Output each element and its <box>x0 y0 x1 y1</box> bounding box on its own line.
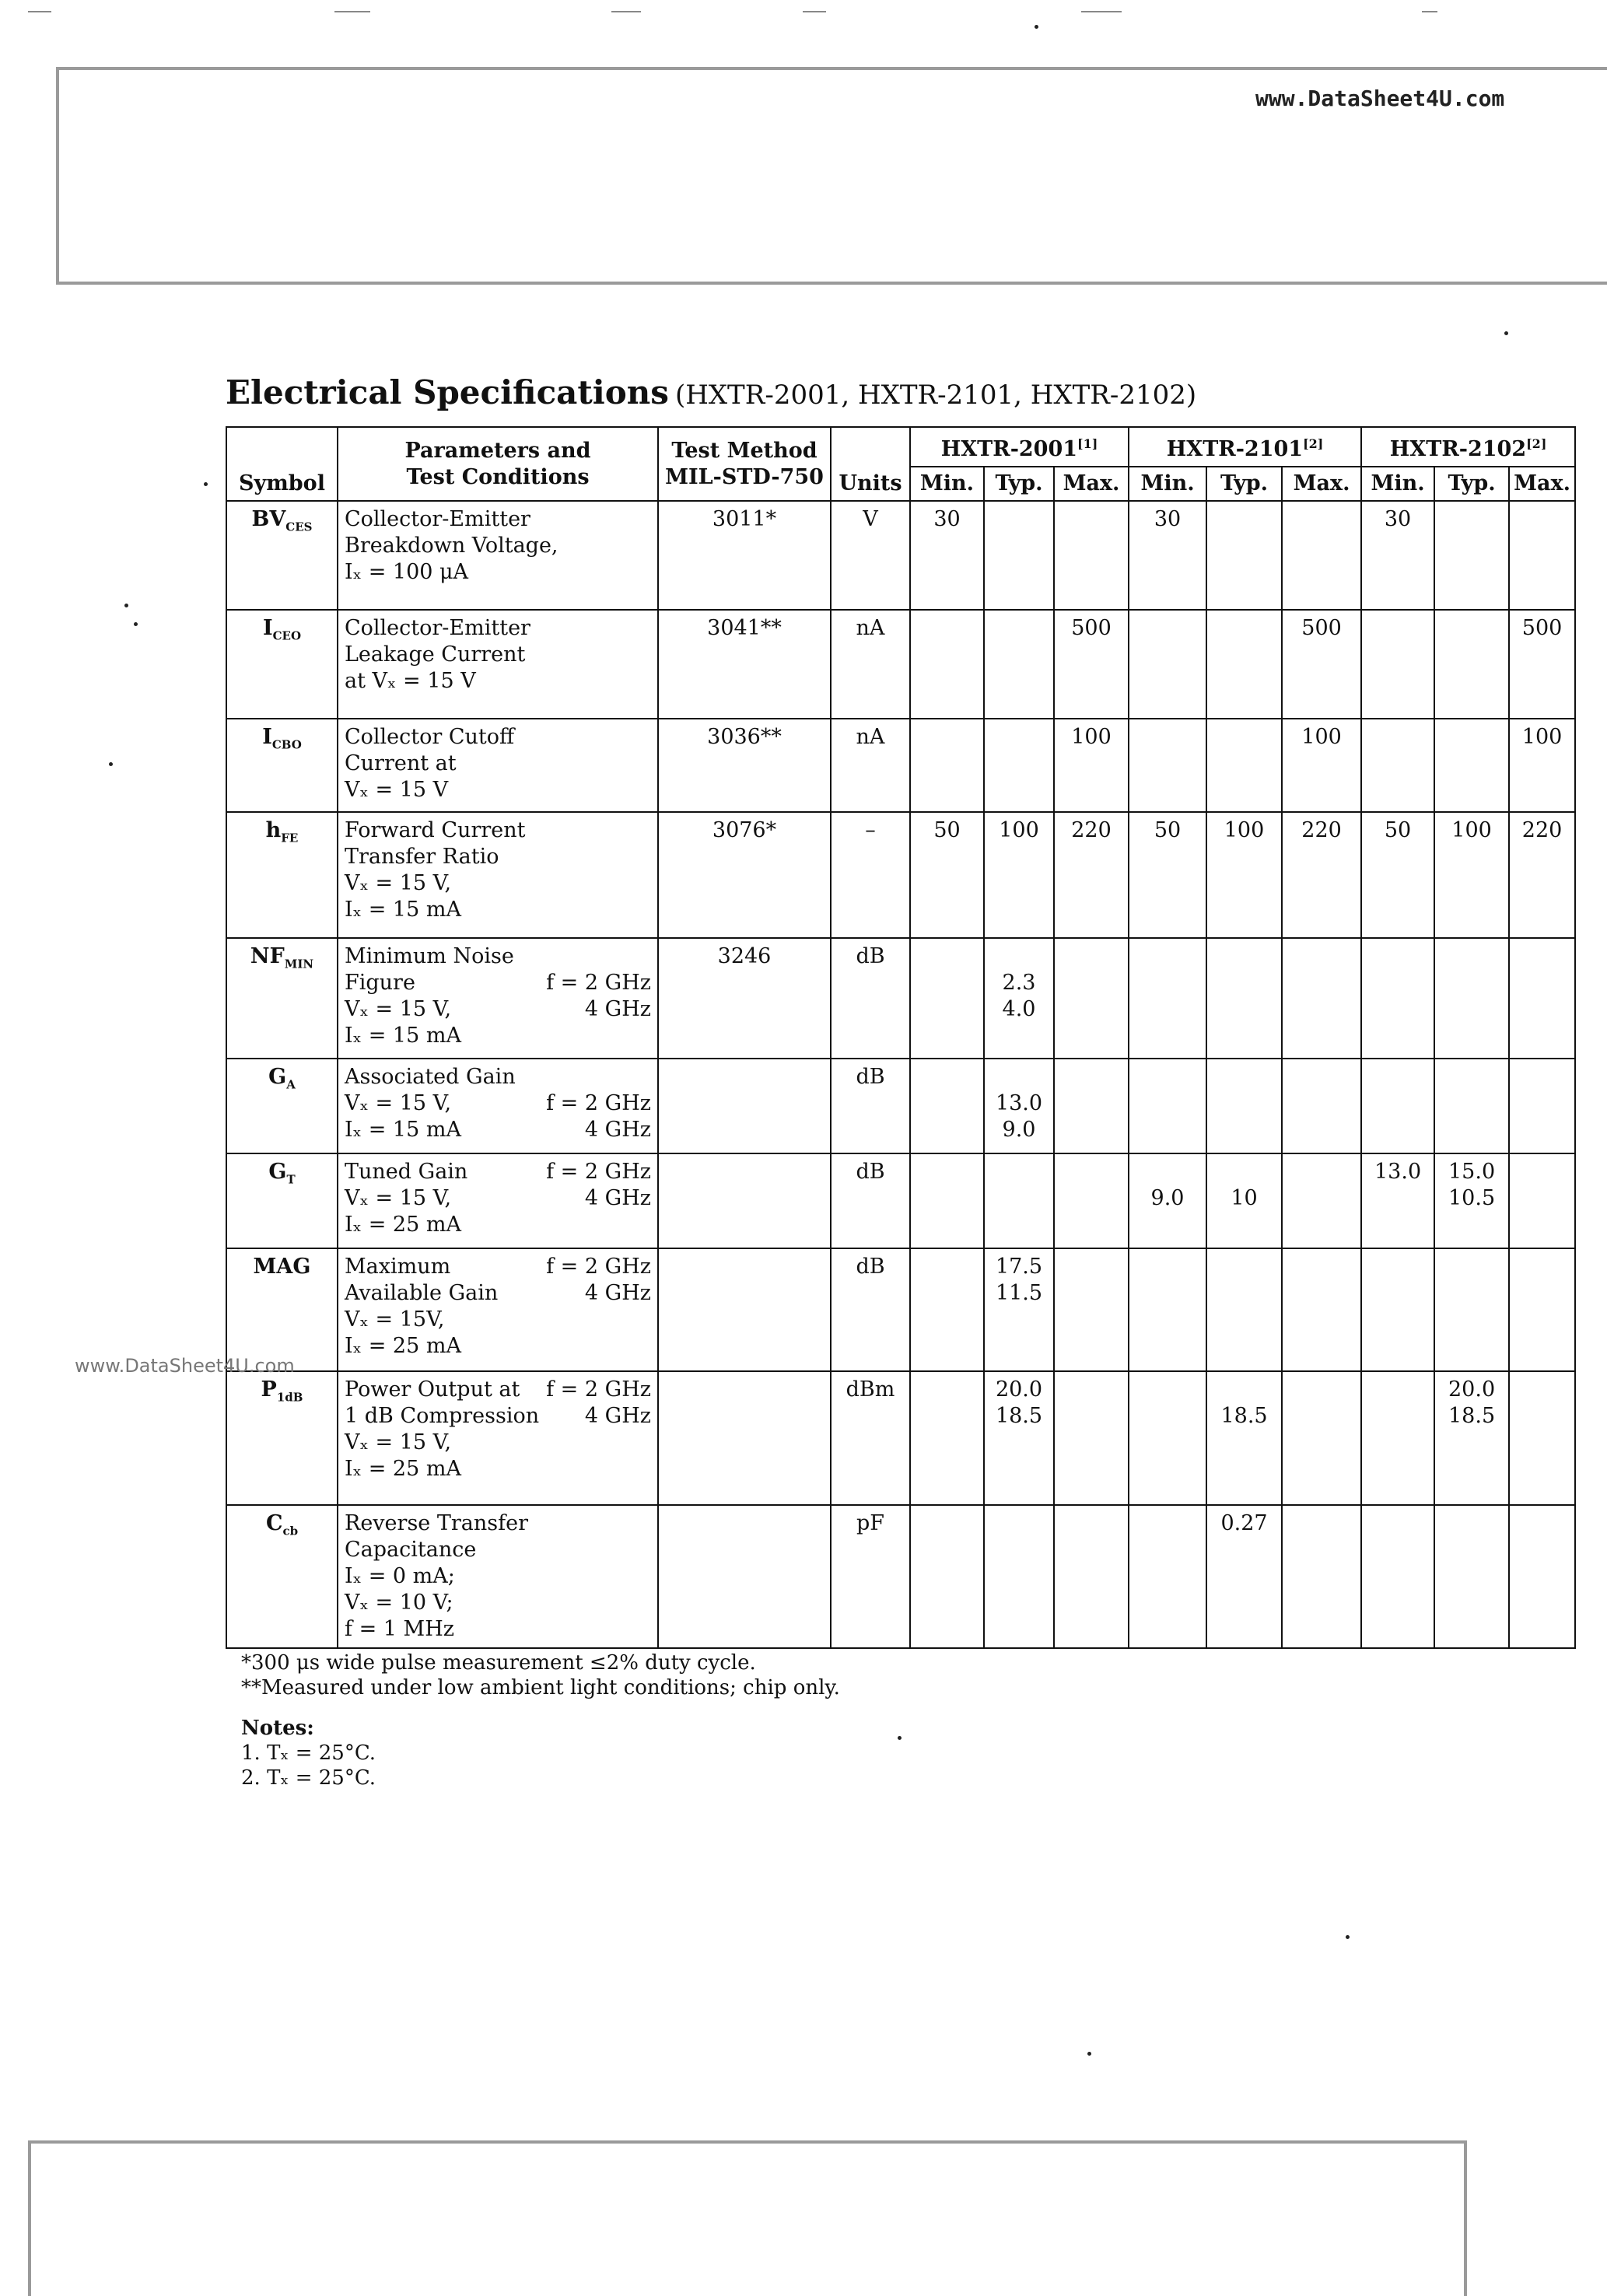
parameter-cell <box>338 1248 658 1371</box>
parameter-line: 1 dB Compression <box>345 1404 540 1428</box>
value-cell <box>984 1153 1054 1248</box>
value-cell: 100 <box>984 812 1054 938</box>
spec-row <box>226 1059 1575 1153</box>
value-cell: 50 <box>1129 812 1206 938</box>
units-cell: dB <box>831 938 910 1059</box>
header-typ: Typ. <box>1206 467 1282 501</box>
header-parameters: Parameters and Test Conditions <box>338 427 658 501</box>
value-cell <box>1282 1153 1361 1248</box>
header-min: Min. <box>910 467 984 501</box>
value-cell <box>1054 1248 1129 1371</box>
parameter-line: at Vₓ = 15 V <box>345 669 476 693</box>
parameter-cell <box>338 938 658 1059</box>
parameter-line: Collector-Emitter <box>345 616 530 640</box>
header-min: Min. <box>1129 467 1206 501</box>
spec-row <box>226 1153 1575 1248</box>
value-cell: 220 <box>1282 812 1361 938</box>
value-cell <box>984 610 1054 719</box>
parameter-line: Collector-Emitter <box>345 507 530 531</box>
parameter-line: Collector Cutoff <box>345 725 515 749</box>
parameter-line: Reverse Transfer <box>345 1511 528 1535</box>
parameter-line: Capacitance <box>345 1538 477 1562</box>
value-cell: 50 <box>1361 812 1434 938</box>
parameter-line: Vₓ = 15 V <box>345 778 449 802</box>
header-group-hxtr-2101: HXTR-2101[2] <box>1129 427 1361 467</box>
value-cell: 100 <box>1054 719 1129 812</box>
value-cell <box>1129 1505 1206 1648</box>
value-cell <box>1434 938 1509 1059</box>
header-units: Units <box>831 427 910 501</box>
watermark-side: www.DataSheet4U.com <box>75 1355 295 1377</box>
units-cell: nA <box>831 719 910 812</box>
units-cell: dB <box>831 1153 910 1248</box>
value-cell: 30 <box>910 501 984 610</box>
test-method-cell <box>658 1248 831 1371</box>
value-cell <box>1509 1248 1575 1371</box>
parameter-line: Tuned Gain <box>345 1160 468 1184</box>
value-cell <box>1509 1505 1575 1648</box>
value-cell <box>1129 1248 1206 1371</box>
value-cell: 9.0 <box>1129 1153 1206 1248</box>
header-max: Max. <box>1054 467 1129 501</box>
parameter-cell <box>338 1505 658 1648</box>
value-cell <box>1206 938 1282 1059</box>
test-method-cell <box>658 1505 831 1648</box>
symbol-cell: $P_{1dB}$ <box>226 1371 338 1505</box>
value-cell <box>910 1505 984 1648</box>
value-cell <box>1282 938 1361 1059</box>
test-method-cell <box>658 1371 831 1505</box>
value-cell <box>910 1371 984 1505</box>
value-cell: 18.5 <box>1206 1371 1282 1505</box>
header-row-1 <box>226 427 1575 467</box>
value-cell <box>1282 501 1361 610</box>
parameter-line: Vₓ = 15 V, <box>345 1430 452 1454</box>
spec-row <box>226 501 1575 610</box>
value-cell <box>1509 1153 1575 1248</box>
parameter-line: Breakdown Voltage, <box>345 534 558 558</box>
parameter-cell <box>338 1371 658 1505</box>
scan-mark <box>1081 11 1122 12</box>
value-cell: 500 <box>1282 610 1361 719</box>
value-cell <box>1206 1248 1282 1371</box>
scan-speck <box>898 1736 902 1740</box>
value-cell <box>1282 1505 1361 1648</box>
footer-frame <box>28 2140 1467 2296</box>
parameter-line: Current at <box>345 751 457 775</box>
scan-speck <box>124 604 128 607</box>
symbol-cell: $G_T$ <box>226 1153 338 1248</box>
spec-row <box>226 1248 1575 1371</box>
parameter-cell <box>338 1153 658 1248</box>
symbol-cell: $I_{CBO}$ <box>226 719 338 812</box>
value-cell <box>1361 1371 1434 1505</box>
spec-row <box>226 812 1575 938</box>
spec-row <box>226 1505 1575 1648</box>
header-typ: Typ. <box>1434 467 1509 501</box>
parameter-line: Figure <box>345 971 415 995</box>
value-cell <box>1434 610 1509 719</box>
value-cell <box>1361 1505 1434 1648</box>
parameter-cell <box>338 501 658 610</box>
value-cell: 20.0 18.5 <box>984 1371 1054 1505</box>
value-cell <box>1206 610 1282 719</box>
value-cell <box>1054 501 1129 610</box>
parameter-line: Transfer Ratio <box>345 845 499 869</box>
header-test-method: Test Method MIL-STD-750 <box>658 427 831 501</box>
symbol-cell: $I_{CEO}$ <box>226 610 338 719</box>
symbol-cell: $G_A$ <box>226 1059 338 1153</box>
value-cell <box>910 1248 984 1371</box>
value-cell <box>1434 719 1509 812</box>
frequency-label: f = 2 GHz <box>546 1377 651 1402</box>
frequency-label: 4 GHz <box>584 1186 651 1210</box>
test-method-cell <box>658 1059 831 1153</box>
spec-row <box>226 938 1575 1059</box>
parameter-line: Iₓ = 25 mA <box>345 1457 461 1481</box>
scan-mark <box>611 11 641 12</box>
header-max: Max. <box>1509 467 1575 501</box>
value-cell <box>1509 1059 1575 1153</box>
value-cell <box>984 1505 1054 1648</box>
value-cell <box>1434 1248 1509 1371</box>
value-cell <box>1206 501 1282 610</box>
test-method-cell: 3246 <box>658 938 831 1059</box>
value-cell <box>984 501 1054 610</box>
parameter-line: Vₓ = 15V, <box>345 1307 445 1332</box>
value-cell <box>910 938 984 1059</box>
spec-table-body <box>226 501 1575 1648</box>
parameter-line: Iₓ = 25 mA <box>345 1334 461 1358</box>
units-cell: pF <box>831 1505 910 1648</box>
parameter-line: Iₓ = 15 mA <box>345 898 461 922</box>
spec-row <box>226 610 1575 719</box>
value-cell: 100 <box>1282 719 1361 812</box>
scan-speck <box>134 622 138 626</box>
value-cell: 2.3 4.0 <box>984 938 1054 1059</box>
scan-speck <box>1504 331 1508 335</box>
value-cell: 13.0 <box>1361 1153 1434 1248</box>
value-cell: 15.0 10.5 <box>1434 1153 1509 1248</box>
notes-heading: Notes: <box>241 1717 314 1740</box>
footnote-2: **Measured under low ambient light conditions; chip only. <box>241 1676 840 1699</box>
test-method-cell: 3076* <box>658 812 831 938</box>
value-cell <box>1282 1248 1361 1371</box>
header-group-hxtr-2102: HXTR-2102[2] <box>1361 427 1575 467</box>
value-cell: 17.5 11.5 <box>984 1248 1054 1371</box>
note-2: 2. Tₓ = 25°C. <box>241 1766 376 1790</box>
scan-speck <box>1346 1935 1350 1939</box>
parameter-line: Iₓ = 15 mA <box>345 1024 461 1048</box>
value-cell: 13.0 9.0 <box>984 1059 1054 1153</box>
value-cell <box>1054 1505 1129 1648</box>
frequency-label: 4 GHz <box>584 1404 651 1428</box>
value-cell <box>1361 719 1434 812</box>
value-cell <box>1129 610 1206 719</box>
value-cell <box>1434 1505 1509 1648</box>
scan-speck <box>109 762 113 766</box>
units-cell: dBm <box>831 1371 910 1505</box>
parameter-line: Available Gain <box>345 1281 499 1305</box>
value-cell <box>1361 938 1434 1059</box>
header-group-hxtr-2001: HXTR-2001[1] <box>910 427 1129 467</box>
parameter-line: Maximum <box>345 1255 451 1279</box>
test-method-cell: 3011* <box>658 501 831 610</box>
title-sub: (HXTR-2001, HXTR-2101, HXTR-2102) <box>674 380 1197 411</box>
frequency-label: f = 2 GHz <box>546 1160 651 1184</box>
parameter-line: Power Output at <box>345 1377 520 1402</box>
scan-mark <box>1422 11 1437 12</box>
value-cell: 220 <box>1054 812 1129 938</box>
frequency-label: 4 GHz <box>584 1118 651 1142</box>
note-1: 1. Tₓ = 25°C. <box>241 1741 376 1765</box>
value-cell: 500 <box>1054 610 1129 719</box>
symbol-cell: $h_{FE}$ <box>226 812 338 938</box>
frequency-label: f = 2 GHz <box>546 1091 651 1115</box>
value-cell <box>1434 501 1509 610</box>
value-cell <box>1361 610 1434 719</box>
frequency-label: f = 2 GHz <box>546 1255 651 1279</box>
value-cell <box>1434 1059 1509 1153</box>
units-cell: V <box>831 501 910 610</box>
parameter-line: f = 1 MHz <box>345 1617 454 1641</box>
value-cell: 100 <box>1434 812 1509 938</box>
value-cell <box>910 1059 984 1153</box>
frequency-label: 4 GHz <box>584 997 651 1021</box>
parameter-line: Iₓ = 25 mA <box>345 1213 461 1237</box>
parameter-line: Leakage Current <box>345 642 526 667</box>
parameter-cell <box>338 1059 658 1153</box>
parameter-cell <box>338 610 658 719</box>
scan-speck <box>1035 25 1038 29</box>
value-cell <box>1361 1059 1434 1153</box>
page-title <box>226 373 1196 411</box>
value-cell: 20.0 18.5 <box>1434 1371 1509 1505</box>
scan-mark <box>803 11 826 12</box>
value-cell <box>1509 501 1575 610</box>
value-cell <box>1206 719 1282 812</box>
header-min: Min. <box>1361 467 1434 501</box>
value-cell <box>1282 1059 1361 1153</box>
parameter-line: Vₓ = 15 V, <box>345 997 452 1021</box>
test-method-cell: 3036** <box>658 719 831 812</box>
symbol-cell: $C_{cb}$ <box>226 1505 338 1648</box>
parameter-cell <box>338 812 658 938</box>
parameter-line: Iₓ = 0 mA; <box>345 1564 455 1588</box>
value-cell <box>1509 1371 1575 1505</box>
test-method-cell <box>658 1153 831 1248</box>
value-cell: 50 <box>910 812 984 938</box>
value-cell: 10 <box>1206 1153 1282 1248</box>
units-cell: nA <box>831 610 910 719</box>
scan-speck <box>1087 2052 1091 2056</box>
value-cell <box>1361 1248 1434 1371</box>
parameter-line: Vₓ = 10 V; <box>345 1591 453 1615</box>
units-cell: dB <box>831 1248 910 1371</box>
symbol-cell: $BV_{CES}$ <box>226 501 338 610</box>
value-cell <box>1509 938 1575 1059</box>
value-cell <box>1054 938 1129 1059</box>
value-cell <box>1054 1153 1129 1248</box>
units-cell: – <box>831 812 910 938</box>
value-cell <box>1054 1371 1129 1505</box>
value-cell <box>910 1153 984 1248</box>
scan-mark <box>28 11 51 12</box>
electrical-specifications-table <box>226 426 1576 1649</box>
value-cell <box>984 719 1054 812</box>
value-cell: 500 <box>1509 610 1575 719</box>
value-cell <box>1054 1059 1129 1153</box>
parameter-line: Vₓ = 15 V, <box>345 1091 452 1115</box>
value-cell <box>1282 1371 1361 1505</box>
parameter-line: Associated Gain <box>345 1065 516 1089</box>
value-cell <box>1129 1059 1206 1153</box>
value-cell: 220 <box>1509 812 1575 938</box>
value-cell <box>910 610 984 719</box>
value-cell <box>1129 1371 1206 1505</box>
value-cell: 30 <box>1361 501 1434 610</box>
value-cell <box>1206 1059 1282 1153</box>
frequency-label: f = 2 GHz <box>546 971 651 995</box>
value-cell: 100 <box>1206 812 1282 938</box>
value-cell: 100 <box>1509 719 1575 812</box>
value-cell: 0.27 <box>1206 1505 1282 1648</box>
title-main: Electrical Specifications <box>226 373 669 411</box>
parameter-line: Vₓ = 15 V, <box>345 871 452 895</box>
parameter-line: Iₓ = 15 mA <box>345 1118 461 1142</box>
value-cell <box>1129 938 1206 1059</box>
header-typ: Typ. <box>984 467 1054 501</box>
value-cell <box>1129 719 1206 812</box>
spec-row <box>226 719 1575 812</box>
symbol-cell: $NF_{MIN}$ <box>226 938 338 1059</box>
parameter-cell <box>338 719 658 812</box>
header-symbol: Symbol <box>226 427 338 501</box>
scan-speck <box>204 482 208 486</box>
footnote-1: *300 μs wide pulse measurement ≤2% duty cycle. <box>241 1651 756 1675</box>
parameter-line: Vₓ = 15 V, <box>345 1186 452 1210</box>
parameter-line: Forward Current <box>345 818 526 842</box>
test-method-cell: 3041** <box>658 610 831 719</box>
parameter-line: Minimum Noise <box>345 944 514 968</box>
value-cell: 30 <box>1129 501 1206 610</box>
header-max: Max. <box>1282 467 1361 501</box>
watermark-top: www.DataSheet4U.com <box>1255 86 1505 111</box>
units-cell: dB <box>831 1059 910 1153</box>
frequency-label: 4 GHz <box>584 1281 651 1305</box>
symbol-cell: MAG <box>226 1248 338 1371</box>
parameter-line: Iₓ = 100 μA <box>345 560 469 584</box>
spec-row <box>226 1371 1575 1505</box>
value-cell <box>910 719 984 812</box>
scan-mark <box>334 11 370 12</box>
